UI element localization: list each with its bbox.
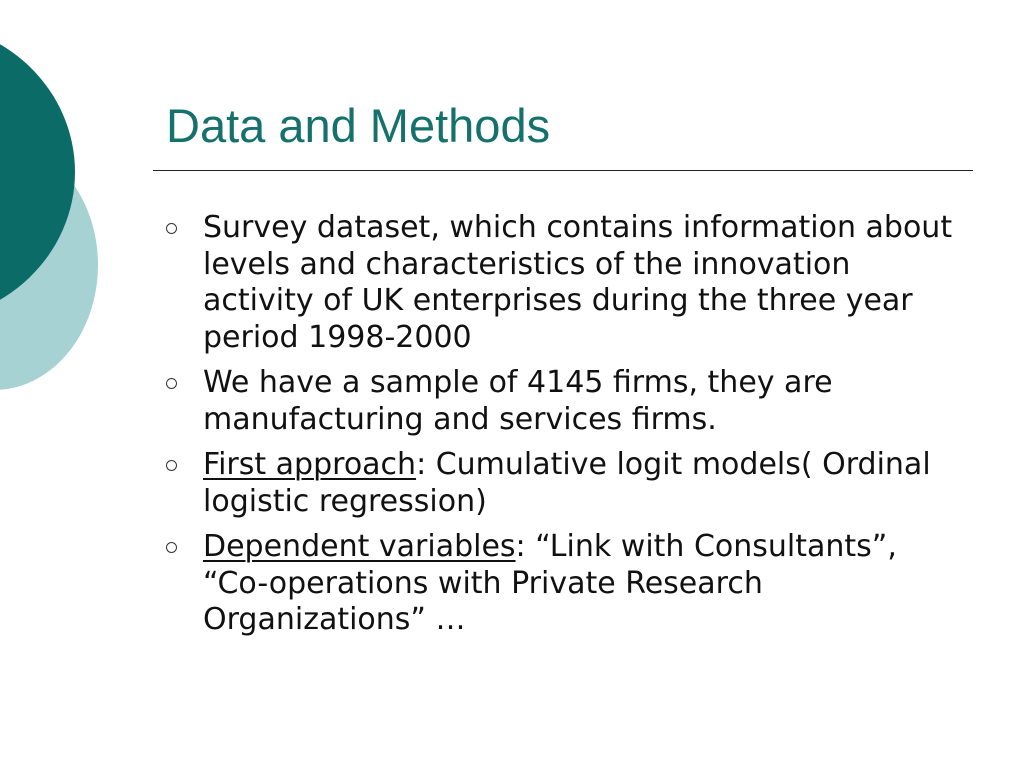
hollow-circle-bullet-icon: [166, 378, 177, 389]
bullet-item-survey-dataset: [164, 210, 964, 356]
bullet-item-first-approach: [164, 447, 964, 520]
slide-title: Data and Methods: [166, 99, 551, 152]
title-divider: [153, 170, 973, 171]
bullet-list: [164, 210, 964, 648]
bullet-text: : “Link with Consultants”, “Co-operations with Private Research Organizations” …: [203, 529, 897, 637]
bullet-text: : Cumulative logit models( Ordinal logistic regression): [203, 447, 931, 519]
bullet-lead-underlined: Dependent variables: [203, 529, 516, 564]
bullet-item-dependent-variables: [164, 529, 964, 639]
bullet-lead-underlined: First approach: [203, 447, 417, 482]
hollow-circle-bullet-icon: [166, 542, 177, 553]
hollow-circle-bullet-icon: [166, 223, 177, 234]
bullet-text: Survey dataset, which contains information about levels and characteristics of the innovation activity of UK enterprises during the three year period 1998-2000: [203, 210, 953, 355]
hollow-circle-bullet-icon: [166, 460, 177, 471]
bullet-text: We have a sample of 4145 firms, they are manufacturing and services firms.: [203, 365, 833, 437]
bullet-item-sample: [164, 365, 964, 438]
